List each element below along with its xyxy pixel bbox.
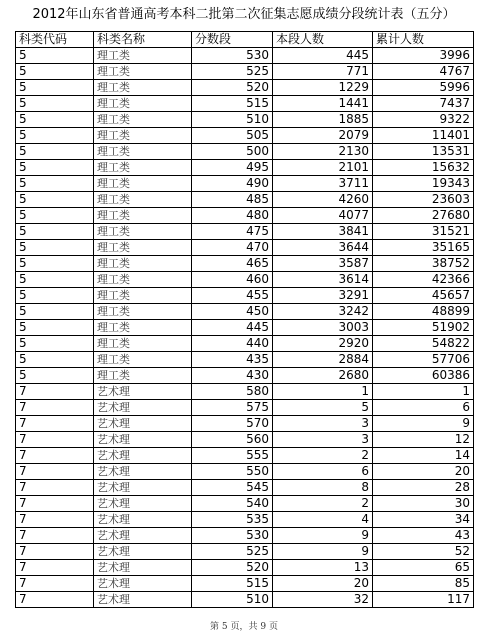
table-row: [16, 592, 474, 608]
cell-band-count: 4260: [273, 192, 373, 208]
table-row: [16, 112, 474, 128]
cell-category-code: 7: [16, 432, 94, 448]
cell-band-count: 3644: [273, 240, 373, 256]
cell-category-code: 5: [16, 368, 94, 384]
cell-score-band: 510: [192, 112, 273, 128]
cell-score-band: 555: [192, 448, 273, 464]
cell-band-count: 5: [273, 400, 373, 416]
cell-category-name: 理工类: [94, 176, 192, 192]
cell-category-name: 理工类: [94, 160, 192, 176]
cell-category-name: 理工类: [94, 352, 192, 368]
cell-category-name: 艺术理: [94, 496, 192, 512]
cell-category-name: 理工类: [94, 208, 192, 224]
cell-category-name: 理工类: [94, 288, 192, 304]
cell-category-name: 艺术理: [94, 592, 192, 608]
cell-category-name: 理工类: [94, 304, 192, 320]
table-row: [16, 256, 474, 272]
page-footer: 第 5 页，共 9 页: [210, 622, 278, 632]
cell-band-count: 32: [273, 592, 373, 608]
cell-score-band: 530: [192, 48, 273, 64]
cell-band-count: 445: [273, 48, 373, 64]
table-row: [16, 80, 474, 96]
cell-band-count: 4077: [273, 208, 373, 224]
cell-score-band: 515: [192, 96, 273, 112]
table-header-row: [16, 32, 474, 48]
cell-band-count: 9: [273, 544, 373, 560]
cell-cumulative-count: 19343: [373, 176, 474, 192]
table-row: [16, 448, 474, 464]
table-row: [16, 384, 474, 400]
cell-category-code: 7: [16, 480, 94, 496]
table-row: [16, 176, 474, 192]
table-row: [16, 352, 474, 368]
cell-category-name: 理工类: [94, 368, 192, 384]
cell-cumulative-count: 7437: [373, 96, 474, 112]
cell-cumulative-count: 43: [373, 528, 474, 544]
cell-score-band: 430: [192, 368, 273, 384]
cell-cumulative-count: 117: [373, 592, 474, 608]
cell-band-count: 2130: [273, 144, 373, 160]
cell-band-count: 20: [273, 576, 373, 592]
cell-band-count: 3614: [273, 272, 373, 288]
cell-score-band: 535: [192, 512, 273, 528]
cell-category-code: 5: [16, 80, 94, 96]
cell-cumulative-count: 60386: [373, 368, 474, 384]
cell-category-code: 7: [16, 384, 94, 400]
cell-category-code: 7: [16, 528, 94, 544]
cell-category-code: 5: [16, 176, 94, 192]
cell-category-name: 理工类: [94, 256, 192, 272]
cell-category-name: 理工类: [94, 64, 192, 80]
cell-category-name: 艺术理: [94, 480, 192, 496]
table-row: [16, 464, 474, 480]
cell-score-band: 485: [192, 192, 273, 208]
cell-category-name: 艺术理: [94, 432, 192, 448]
header-score-band: 分数段: [192, 32, 273, 48]
cell-band-count: 3: [273, 432, 373, 448]
cell-category-code: 7: [16, 496, 94, 512]
page-title: 2012年山东省普通高考本科二批第二次征集志愿成绩分段统计表（五分）: [32, 7, 456, 22]
cell-category-code: 7: [16, 576, 94, 592]
table-row: [16, 512, 474, 528]
cell-category-name: 艺术理: [94, 512, 192, 528]
table-row: [16, 480, 474, 496]
cell-category-code: 5: [16, 256, 94, 272]
cell-category-name: 理工类: [94, 112, 192, 128]
cell-score-band: 455: [192, 288, 273, 304]
table-row: [16, 288, 474, 304]
table-row: [16, 528, 474, 544]
cell-score-band: 435: [192, 352, 273, 368]
table-row: [16, 320, 474, 336]
cell-band-count: 2884: [273, 352, 373, 368]
table-row: [16, 192, 474, 208]
cell-category-code: 7: [16, 544, 94, 560]
cell-category-name: 艺术理: [94, 528, 192, 544]
table-row: [16, 368, 474, 384]
cell-score-band: 545: [192, 480, 273, 496]
header-category-code: 科类代码: [16, 32, 94, 48]
table-row: [16, 576, 474, 592]
cell-category-code: 7: [16, 560, 94, 576]
cell-score-band: 525: [192, 544, 273, 560]
cell-band-count: 1229: [273, 80, 373, 96]
cell-category-code: 7: [16, 592, 94, 608]
cell-score-band: 470: [192, 240, 273, 256]
cell-cumulative-count: 35165: [373, 240, 474, 256]
cell-score-band: 440: [192, 336, 273, 352]
cell-category-name: 理工类: [94, 96, 192, 112]
table-row: [16, 432, 474, 448]
cell-category-code: 5: [16, 96, 94, 112]
cell-category-code: 7: [16, 448, 94, 464]
cell-score-band: 460: [192, 272, 273, 288]
cell-category-name: 理工类: [94, 128, 192, 144]
cell-score-band: 515: [192, 576, 273, 592]
cell-band-count: 3291: [273, 288, 373, 304]
table-row: [16, 208, 474, 224]
header-band-count: 本段人数: [273, 32, 373, 48]
table-row: [16, 336, 474, 352]
cell-band-count: 3242: [273, 304, 373, 320]
cell-cumulative-count: 51902: [373, 320, 474, 336]
cell-score-band: 530: [192, 528, 273, 544]
cell-cumulative-count: 1: [373, 384, 474, 400]
cell-category-name: 艺术理: [94, 448, 192, 464]
table-row: [16, 416, 474, 432]
cell-score-band: 500: [192, 144, 273, 160]
cell-category-code: 5: [16, 352, 94, 368]
cell-band-count: 3: [273, 416, 373, 432]
cell-score-band: 580: [192, 384, 273, 400]
cell-category-name: 理工类: [94, 336, 192, 352]
cell-cumulative-count: 31521: [373, 224, 474, 240]
cell-category-code: 7: [16, 416, 94, 432]
cell-band-count: 2920: [273, 336, 373, 352]
score-distribution-table: [15, 31, 474, 608]
cell-category-name: 理工类: [94, 240, 192, 256]
cell-category-code: 5: [16, 320, 94, 336]
cell-score-band: 495: [192, 160, 273, 176]
cell-band-count: 2101: [273, 160, 373, 176]
cell-category-code: 5: [16, 272, 94, 288]
cell-band-count: 8: [273, 480, 373, 496]
cell-cumulative-count: 4767: [373, 64, 474, 80]
cell-band-count: 4: [273, 512, 373, 528]
cell-band-count: 2079: [273, 128, 373, 144]
cell-category-code: 5: [16, 224, 94, 240]
cell-cumulative-count: 5996: [373, 80, 474, 96]
cell-cumulative-count: 42366: [373, 272, 474, 288]
cell-score-band: 445: [192, 320, 273, 336]
cell-cumulative-count: 54822: [373, 336, 474, 352]
table-row: [16, 400, 474, 416]
cell-score-band: 510: [192, 592, 273, 608]
table-row: [16, 224, 474, 240]
cell-band-count: 1: [273, 384, 373, 400]
table-row: [16, 560, 474, 576]
cell-cumulative-count: 14: [373, 448, 474, 464]
cell-score-band: 450: [192, 304, 273, 320]
cell-category-name: 理工类: [94, 144, 192, 160]
cell-cumulative-count: 23603: [373, 192, 474, 208]
table-row: [16, 128, 474, 144]
cell-score-band: 575: [192, 400, 273, 416]
cell-band-count: 9: [273, 528, 373, 544]
cell-category-name: 艺术理: [94, 416, 192, 432]
table-row: [16, 304, 474, 320]
cell-band-count: 771: [273, 64, 373, 80]
table-row: [16, 496, 474, 512]
cell-category-code: 5: [16, 336, 94, 352]
cell-band-count: 6: [273, 464, 373, 480]
cell-cumulative-count: 15632: [373, 160, 474, 176]
table-row: [16, 544, 474, 560]
cell-score-band: 490: [192, 176, 273, 192]
cell-category-code: 5: [16, 288, 94, 304]
cell-category-code: 5: [16, 304, 94, 320]
cell-band-count: 13: [273, 560, 373, 576]
cell-cumulative-count: 65: [373, 560, 474, 576]
cell-category-code: 5: [16, 112, 94, 128]
cell-category-name: 艺术理: [94, 560, 192, 576]
table-row: [16, 144, 474, 160]
cell-category-code: 5: [16, 144, 94, 160]
cell-score-band: 550: [192, 464, 273, 480]
table-row: [16, 160, 474, 176]
cell-category-name: 理工类: [94, 224, 192, 240]
cell-cumulative-count: 30: [373, 496, 474, 512]
cell-cumulative-count: 6: [373, 400, 474, 416]
cell-band-count: 3003: [273, 320, 373, 336]
cell-score-band: 560: [192, 432, 273, 448]
cell-category-code: 5: [16, 64, 94, 80]
cell-category-code: 5: [16, 48, 94, 64]
cell-band-count: 1885: [273, 112, 373, 128]
cell-category-code: 5: [16, 240, 94, 256]
cell-band-count: 2680: [273, 368, 373, 384]
header-category-name: 科类名称: [94, 32, 192, 48]
cell-cumulative-count: 9322: [373, 112, 474, 128]
cell-category-name: 艺术理: [94, 576, 192, 592]
cell-category-name: 艺术理: [94, 464, 192, 480]
cell-score-band: 475: [192, 224, 273, 240]
cell-band-count: 2: [273, 448, 373, 464]
table-body: [16, 48, 474, 608]
cell-category-code: 7: [16, 400, 94, 416]
cell-category-name: 艺术理: [94, 400, 192, 416]
cell-cumulative-count: 34: [373, 512, 474, 528]
table-row: [16, 240, 474, 256]
cell-category-name: 理工类: [94, 192, 192, 208]
cell-category-name: 理工类: [94, 320, 192, 336]
table-row: [16, 272, 474, 288]
cell-band-count: 3711: [273, 176, 373, 192]
cell-category-code: 5: [16, 192, 94, 208]
cell-cumulative-count: 52: [373, 544, 474, 560]
cell-category-code: 5: [16, 208, 94, 224]
cell-category-name: 理工类: [94, 272, 192, 288]
cell-band-count: 2: [273, 496, 373, 512]
table-row: [16, 48, 474, 64]
cell-cumulative-count: 28: [373, 480, 474, 496]
cell-cumulative-count: 20: [373, 464, 474, 480]
cell-cumulative-count: 27680: [373, 208, 474, 224]
header-cumulative-count: 累计人数: [373, 32, 474, 48]
cell-band-count: 1441: [273, 96, 373, 112]
cell-cumulative-count: 12: [373, 432, 474, 448]
cell-cumulative-count: 45657: [373, 288, 474, 304]
cell-cumulative-count: 11401: [373, 128, 474, 144]
cell-cumulative-count: 48899: [373, 304, 474, 320]
cell-band-count: 3587: [273, 256, 373, 272]
cell-score-band: 505: [192, 128, 273, 144]
cell-score-band: 520: [192, 560, 273, 576]
cell-category-code: 7: [16, 464, 94, 480]
cell-cumulative-count: 38752: [373, 256, 474, 272]
cell-score-band: 480: [192, 208, 273, 224]
cell-score-band: 540: [192, 496, 273, 512]
cell-category-name: 理工类: [94, 48, 192, 64]
cell-category-name: 艺术理: [94, 544, 192, 560]
cell-category-code: 5: [16, 128, 94, 144]
cell-band-count: 3841: [273, 224, 373, 240]
cell-category-code: 7: [16, 512, 94, 528]
cell-score-band: 520: [192, 80, 273, 96]
cell-cumulative-count: 3996: [373, 48, 474, 64]
cell-category-name: 艺术理: [94, 384, 192, 400]
cell-score-band: 570: [192, 416, 273, 432]
cell-category-name: 理工类: [94, 80, 192, 96]
cell-cumulative-count: 13531: [373, 144, 474, 160]
cell-cumulative-count: 9: [373, 416, 474, 432]
cell-cumulative-count: 85: [373, 576, 474, 592]
cell-score-band: 465: [192, 256, 273, 272]
cell-category-code: 5: [16, 160, 94, 176]
table-row: [16, 96, 474, 112]
table-row: [16, 64, 474, 80]
cell-cumulative-count: 57706: [373, 352, 474, 368]
cell-score-band: 525: [192, 64, 273, 80]
